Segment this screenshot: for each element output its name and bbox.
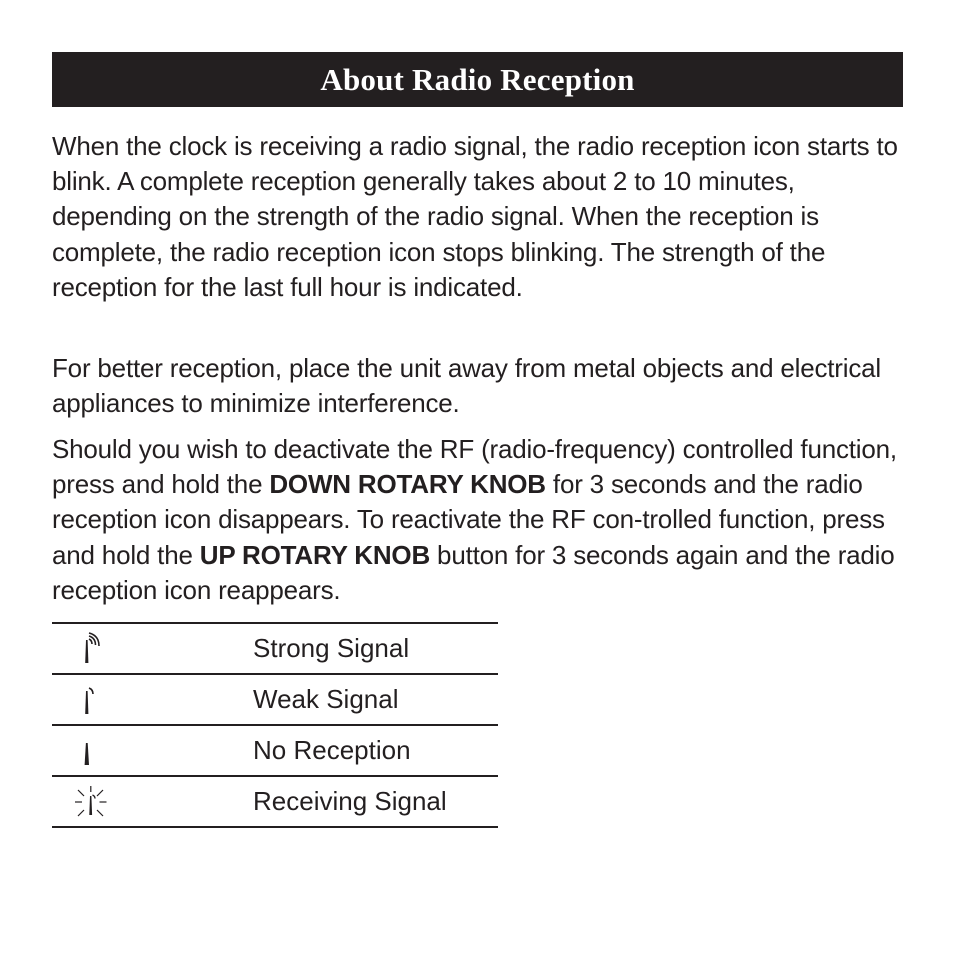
paragraph-reception-intro: When the clock is receiving a radio signal, the radio reception icon starts to blink. A complete reception generally takes about 2 to 10 minutes, depending on the strength of the radio signal. When the reception is complete, the radio reception icon stops blinking. The strength of the reception for the last full hour is indicated. <box>52 131 898 302</box>
strong-signal-icon <box>74 632 110 666</box>
paragraph-better-reception: For better reception, place the unit away from metal objects and electrical appliances to minimize interference. <box>52 353 881 419</box>
legend-row-receiving <box>52 777 498 828</box>
paragraph-text: Should you wish to deactivate the RF (radio-frequency) controlled function, press and hold the <box>52 434 897 500</box>
legend-label: No Reception <box>253 735 411 765</box>
page-title: About Radio Reception <box>52 52 903 107</box>
legend-row-no-reception <box>52 726 498 777</box>
paragraph-text: button for 3 seconds again and the radio reception icon reappears. <box>52 539 895 605</box>
legend-label: Strong Signal <box>253 633 410 663</box>
receiving-signal-icon <box>74 785 110 819</box>
no-reception-icon <box>74 734 110 768</box>
signal-legend-table <box>52 622 498 828</box>
legend-row-strong <box>52 624 498 675</box>
legend-label: Weak Signal <box>253 684 399 714</box>
paragraph-deactivate-rf <box>52 432 904 608</box>
legend-label: Receiving Signal <box>253 786 447 816</box>
weak-signal-icon <box>74 683 110 717</box>
paragraph-text: for 3 seconds and the radio reception icon disappears. To reactivate the RF con-trolled function, press and hold the <box>52 469 885 570</box>
up-rotary-knob-label: UP ROTARY KNOB <box>199 539 431 570</box>
legend-row-weak <box>52 675 498 726</box>
down-rotary-knob-label: DOWN ROTARY KNOB <box>269 469 546 500</box>
